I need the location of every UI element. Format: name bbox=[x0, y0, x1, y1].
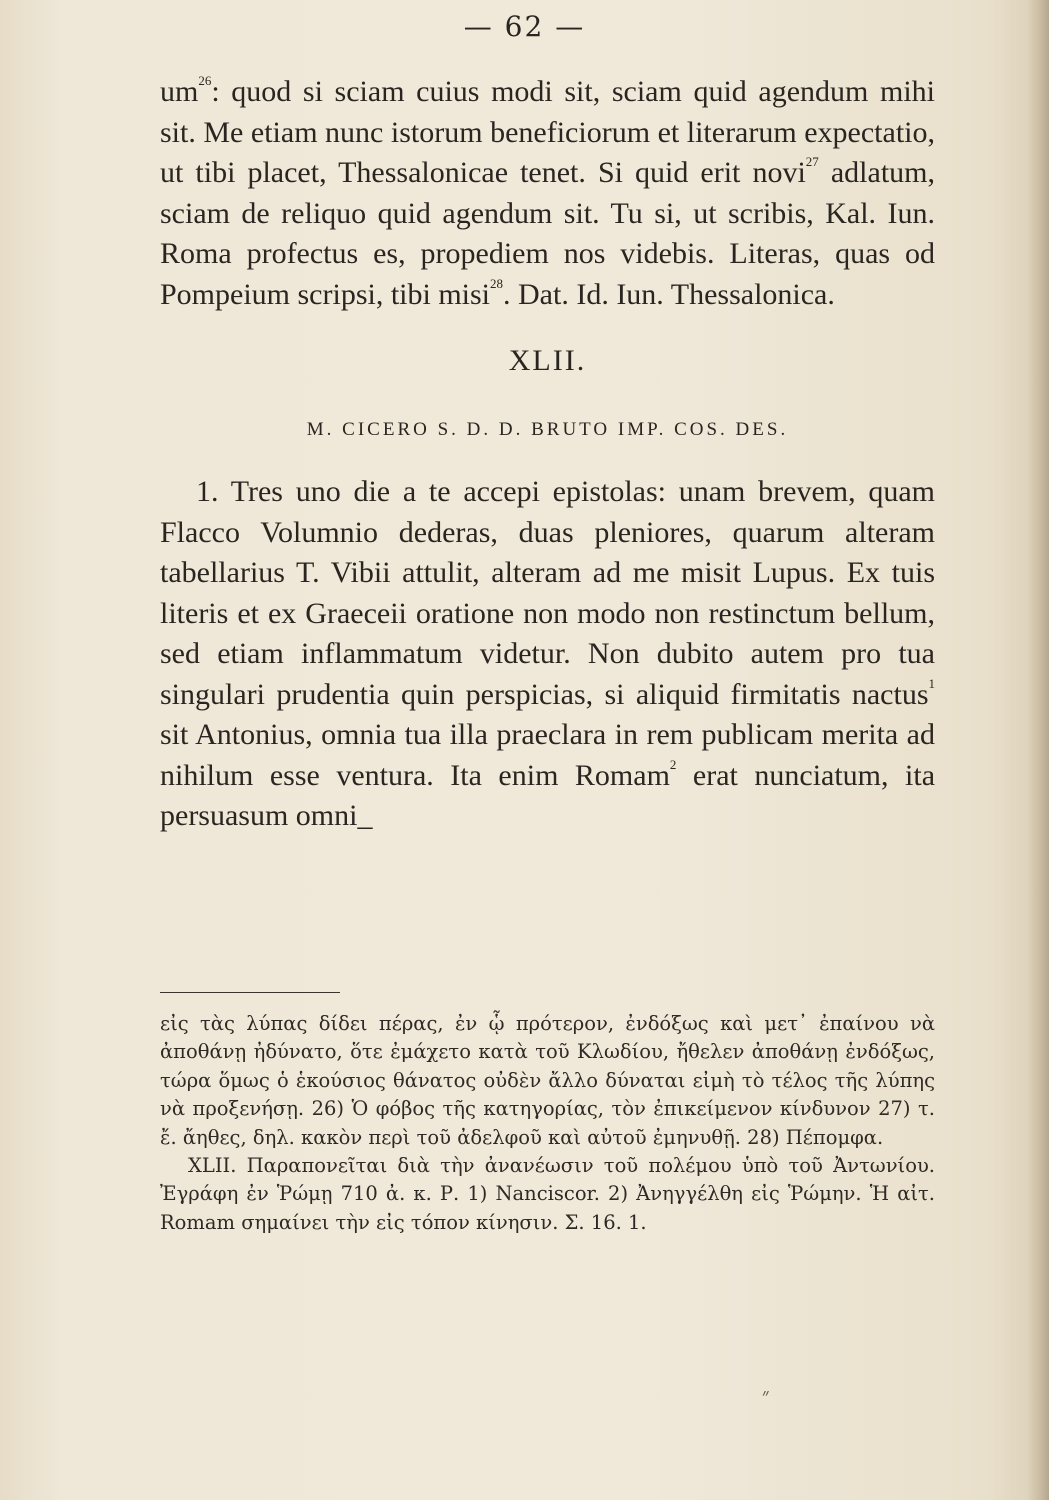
continued-paragraph: $um^{26}$: quod si sciam cuius modi sit, sciam quid agendum mihi sit. Me etiam nunc istorum beneficiorum et literarum expectatio, ut tibi placet, Thessalonicae tenet. Si quid erit novi$^{27}$ adlatum, sciam de reliquo quid agendum sit. Tu si, ut scribis, Kal. Iun. Roma profectus es, propediem nos videbis. Literas, quas od Pompeium scripsi, tibi misi$^{28}$. Dat. Id. Iun. Thessalonica. bbox=[160, 73, 935, 311]
page-number: — 62 — bbox=[463, 10, 586, 43]
footnote-ref-2: 2 bbox=[669, 756, 677, 772]
letter-number-heading: XLII. bbox=[508, 344, 587, 377]
footnote-ref-26: 26 bbox=[198, 73, 212, 88]
main-text bbox=[160, 72, 935, 837]
stray-ink-mark: ״ bbox=[762, 1383, 770, 1407]
footnote-divider bbox=[160, 992, 340, 993]
footnote-ref-1: 1 bbox=[928, 675, 935, 691]
footnote-ref-27: 27 bbox=[805, 154, 819, 169]
letter-address: M. CICERO S. D. D. BRUTO IMP. COS. DES. bbox=[306, 418, 789, 440]
footnote-xlii: XLII. Παραπονεῖται διὰ τὴν ἀνανέωσιν τοῦ πολέμου ὑπὸ τοῦ Ἀντωνίου. Ἐγράφη ἐν Ῥώμῃ 710 ἀ. κ. Ρ. 1) Nanciscor. 2) Ἀνηγγέλθη εἰς Ῥώμην. Ἡ αἰτ. Romam σημαίνει τὴν εἰς τόπον κίνησιν. Σ. 16. 1. bbox=[160, 1154, 935, 1234]
footnote-greek-continued: εἰς τὰς λύπας δίδει πέρας, ἐν ᾧ πρότερον, ἐνδόξως καὶ μετ᾽ ἐπαίνου νὰ ἀποθάνῃ ἠδύνατο, ὅτε ἐμάχετο κατὰ τοῦ Κλωδίου, ἤθελεν ἀποθάνῃ ἐνδόξως, τώρα ὅμως ὁ ἑκούσιος θάνατος οὐδὲν ἄλλο δύναται εἰμὴ τὸ τέλος τῆς λύπης νὰ προξενήσῃ. 26) Ὁ φόβος τῆς κατηγορίας, τὸν ἐπικείμενον κίνδυνον 27) τ. ἔ. ἄηθες, δηλ. κακὸν περὶ τοῦ ἀδελφοῦ καὶ αὐτοῦ ἐμηνυθῇ. 28) Πέπομφα. bbox=[160, 1012, 935, 1149]
footnotes bbox=[160, 1010, 935, 1237]
page-edge-shadow bbox=[1027, 0, 1049, 1500]
letter-body: 1. Tres uno die a te accepi epistolas: unam brevem, quam Flacco Volumnio dederas, duas pleniores, quarum alteram tabellarius T. Vibii attulit, alteram ad me misit Lupus. Ex tuis literis et ex Graeceii oratione non modo non restinctum bellum, sed etiam inflammatum videtur. Non dubito autem pro tua singulari prudentia quin perspicias, si aliquid firmitatis nactus$^1$ sit Antonius, omnia tua illa praeclara in rem publicam merita ad nihilum esse ventura. Ita enim Romam$^2$ erat nunciatum, ita persuasum omni_ bbox=[160, 475, 936, 832]
footnote-ref-28: 28 bbox=[490, 275, 504, 291]
